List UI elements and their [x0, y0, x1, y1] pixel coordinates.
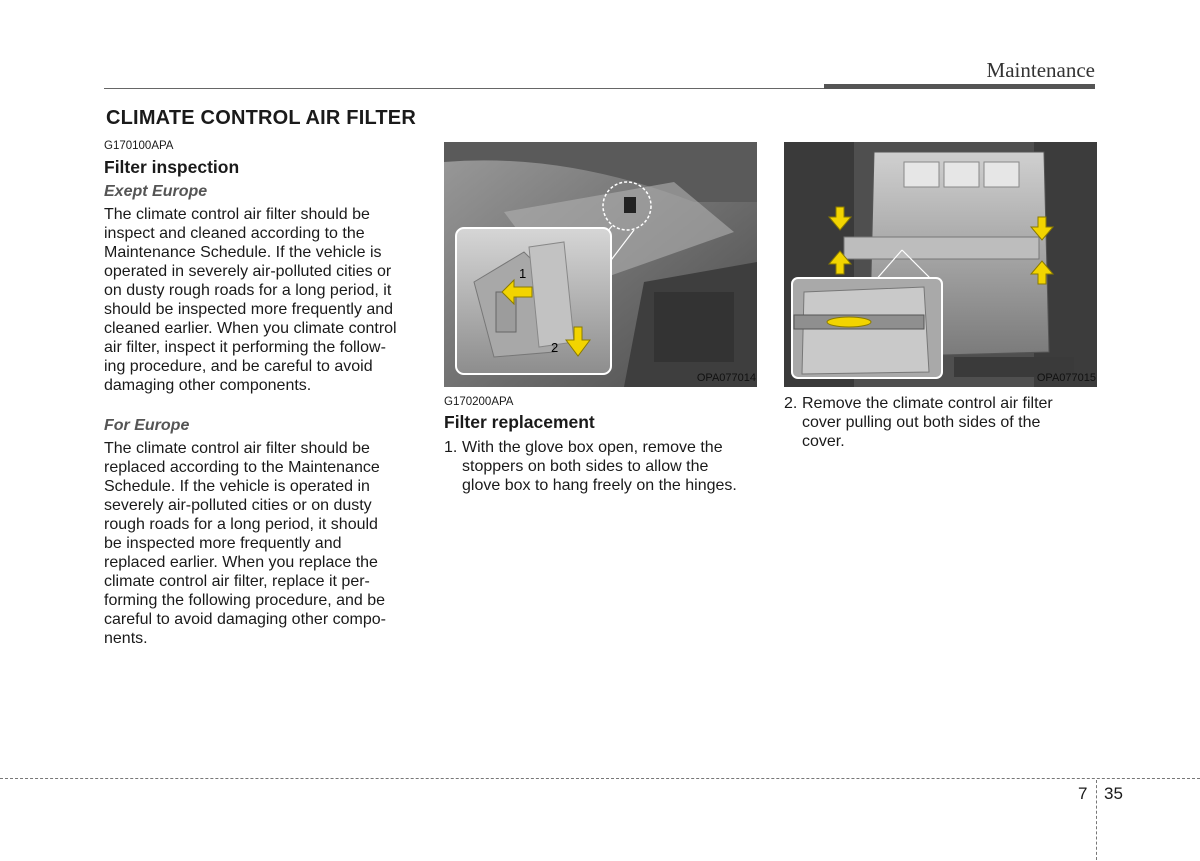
callout-2: 2	[551, 340, 559, 355]
step-line: With the glove box open, remove the	[462, 439, 723, 456]
paragraph-line: operated in severely air-polluted cities or	[104, 263, 392, 280]
replacement-heading: Filter replacement	[444, 412, 595, 432]
step-line: glove box to hang freely on the hinges.	[462, 477, 737, 494]
paragraph-line: ing procedure, and be careful to avoid	[104, 358, 373, 375]
paragraph-line: be inspected more frequently and	[104, 535, 342, 552]
step-1-number: 1.	[444, 439, 458, 456]
paragraph-line: The climate control air filter should be	[104, 206, 370, 223]
paragraph-line: nents.	[104, 630, 148, 647]
paragraph-line: forming the following procedure, and be	[104, 592, 386, 609]
paragraph-line: replaced according to the Maintenance	[104, 459, 380, 476]
paragraph-line: replaced earlier. When you replace the	[104, 554, 378, 571]
step-line: cover.	[802, 433, 845, 450]
paragraph-line: severely air-polluted cities or on dusty	[104, 497, 372, 514]
paragraph-line: rough roads for a long period, it should	[104, 516, 378, 533]
europe-paragraph	[104, 439, 417, 648]
paragraph-line: air filter, inspect it performing the follow-	[104, 339, 386, 356]
page-number: 35	[1104, 784, 1123, 803]
figure2-caption: OPA077015	[1036, 372, 1096, 384]
filter-cover-figure	[784, 142, 1097, 387]
step-line: Remove the climate control air filter	[802, 395, 1053, 412]
footer-divider	[1096, 780, 1097, 860]
inspection-code: G170100APA	[104, 140, 174, 152]
footer-rule	[0, 778, 1200, 779]
paragraph-line: Maintenance Schedule. If the vehicle is	[104, 244, 382, 261]
paragraph-line: The climate control air filter should be	[104, 440, 370, 457]
chapter-number: 7	[1078, 784, 1088, 803]
replacement-code: G170200APA	[444, 396, 514, 408]
step-1	[444, 438, 756, 495]
header-rule-accent	[824, 84, 1095, 89]
callout-1: 1	[519, 266, 527, 281]
paragraph-line: careful to avoid damaging other compo-	[104, 611, 386, 628]
glove-box-figure	[444, 142, 757, 387]
step-2-number: 2.	[784, 395, 798, 412]
except-europe-paragraph	[104, 205, 417, 395]
paragraph-line: on dusty rough roads for a long period, it	[104, 282, 392, 299]
inspection-heading: Filter inspection	[104, 157, 240, 177]
header-rule	[104, 88, 824, 89]
paragraph-line: climate control air filter, replace it per-	[104, 573, 370, 590]
paragraph-line: cleaned earlier. When you climate control	[104, 320, 397, 337]
paragraph-line: should be inspected more frequently and	[104, 301, 394, 318]
section-title: CLIMATE CONTROL AIR FILTER	[106, 107, 416, 129]
step-line: stoppers on both sides to allow the	[462, 458, 709, 475]
figure1-caption: OPA077014	[696, 372, 756, 384]
paragraph-line: Schedule. If the vehicle is operated in	[104, 478, 370, 495]
step-2	[784, 394, 1096, 451]
paragraph-line: damaging other components.	[104, 377, 312, 394]
europe-label: For Europe	[104, 417, 190, 434]
running-header-title: Maintenance	[986, 58, 1095, 82]
except-europe-label: Exept Europe	[104, 183, 208, 200]
paragraph-line: inspect and cleaned according to the	[104, 225, 365, 242]
step-line: cover pulling out both sides of the	[802, 414, 1041, 431]
